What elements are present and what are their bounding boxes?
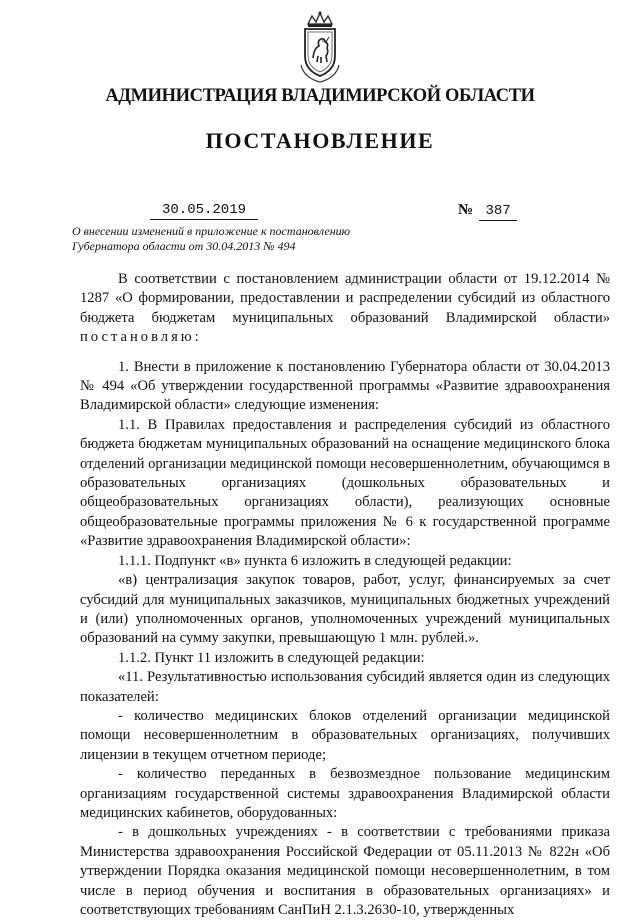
document-type-title: ПОСТАНОВЛЕНИЕ [205, 128, 435, 153]
paragraph-1: 1. Внести в приложение к постановлению Губернатора области от 30.04.2013 № 494 «Об утверждении государственной программы «Развитие здравоохранения Владимирской области» следующие изменения: [80, 358, 610, 414]
subject-line-1: О внесении изменений в приложение к постановлению [72, 224, 351, 238]
organization-title: АДМИНИСТРАЦИЯ ВЛАДИМИРСКОЙ ОБЛАСТИ [105, 86, 535, 106]
indicator-item-2: - количество переданных в безвозмездное пользование медицинским организациям государственной системы здравоохранения Владимирской области медицинских кабинетов, оборудованных: [80, 766, 610, 821]
document-date: 30.05.2019 [150, 201, 258, 220]
document-subject [72, 224, 402, 254]
indicator-item-1: - количество медицинских блоков отделений организации медицинской помощи несовершеннолетним в образовательных организациях, получивших лицензии в текущем отчетном периоде; [80, 707, 610, 763]
quote-point-11: «11. Результативностью использования субсидий является один из следующих показателей: [80, 669, 610, 705]
paragraph-1-1-2: 1.1.2. Пункт 11 изложить в следующей редакции: [118, 649, 425, 666]
quote-subpoint-v: «в) централизация закупок товаров, работ, услуг, финансируемых за счет субсидий для муниципальных заказчиков, муниципальных бюджетных учреждений и (или) уполномоченных органов, уполномоченных учреждений муниципальных образований на сумму закупки, превышающую 1 млн. рублей.». [80, 572, 610, 647]
paragraph-1-1: 1.1. В Правилах предоставления и распределения субсидий из областного бюджета бюджетам муниципальных образований на оснащение медицинского блока отделений организации медицинской помощи несовершеннолетним, обучающимся в образовательных организациях (дошкольных образовательных и общеобразовательных организациях области), реализующих основные общеобразовательные программы приложения № 6 к государственной программе «Развитие здравоохранения Владимирской области»: [80, 416, 610, 550]
number-sign: № [458, 202, 474, 218]
document-number [458, 201, 517, 221]
resolve-word: постановляю: [80, 329, 202, 346]
number-value: 387 [479, 202, 517, 221]
preamble-paragraph [80, 270, 610, 348]
document-body [80, 270, 610, 920]
preamble-text: В соответствии с постановлением администрации области от 19.12.2014 № 1287 «О формировании, предоставлении и распределении субсидий из областного бюджета бюджетам муниципальных образований Владимирской области» [80, 271, 610, 326]
coat-of-arms-icon [296, 10, 344, 86]
paragraph-1-1-1: 1.1.1. Подпункт «в» пункта 6 изложить в следующей редакции: [118, 552, 512, 569]
subject-line-2: Губернатора области от 30.04.2013 № 494 [72, 239, 296, 253]
indicator-item-3: - в дошкольных учреждениях - в соответствии с требованиями приказа Министерства здравоохранения Российской Федерации от 05.11.2013 № 822н «Об утверждении Порядка оказания медицинской помощи несовершеннолетним, в том числе в период обучения и воспитания в образовательных организациях» и соответствующих требованиям СанПиН 2.1.3.2630-10, утвержденных [80, 824, 610, 918]
